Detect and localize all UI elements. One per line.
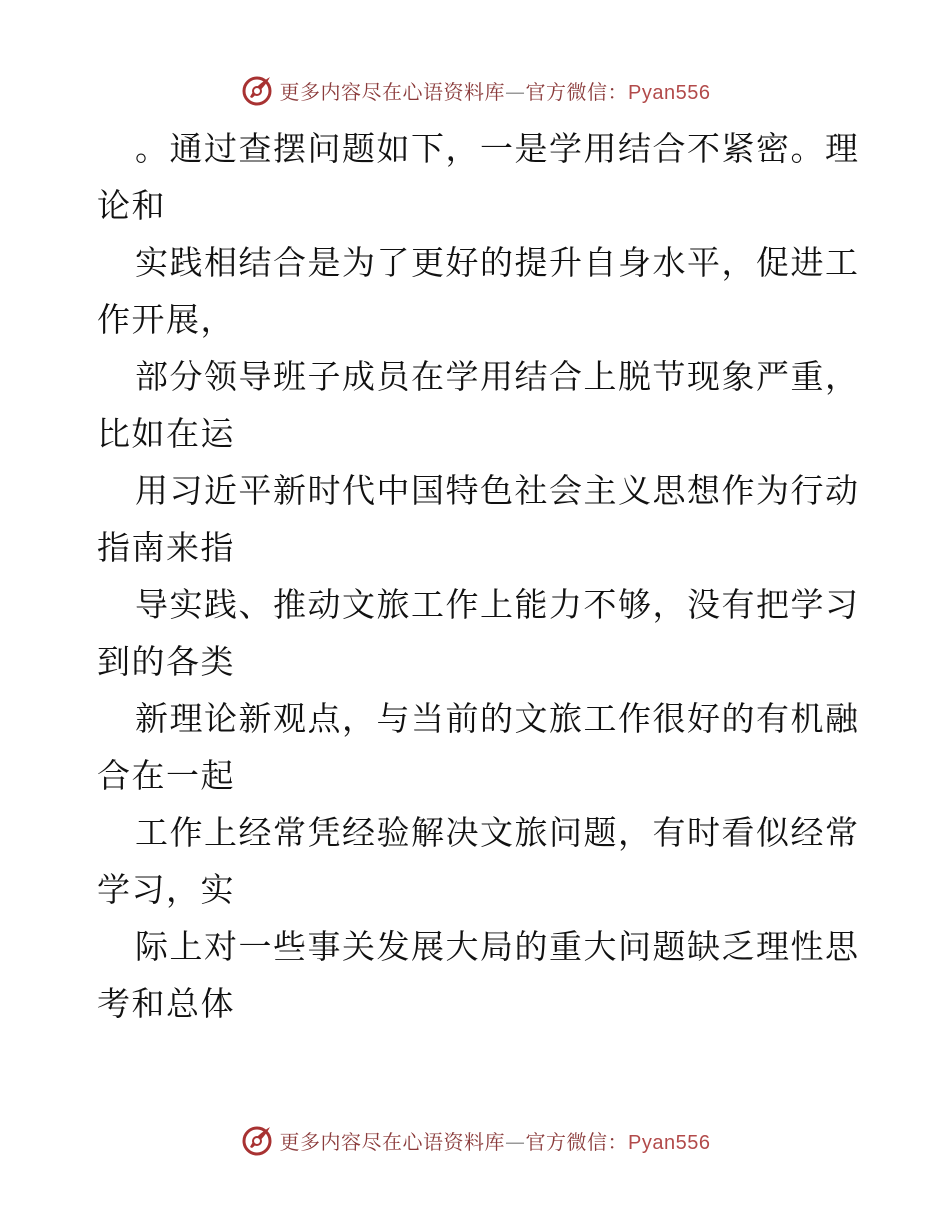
document-body (97, 120, 860, 1032)
footer-watermark-banner (0, 1120, 950, 1160)
body-line: 学习，实 (97, 870, 235, 909)
banner-wechat-label: 官方微信： (525, 79, 629, 104)
body-line: 实践相结合是为了更好的提升自身水平，促进工 (135, 243, 860, 282)
quill-logo-icon (240, 1123, 274, 1157)
body-line: 作开展， (97, 300, 235, 339)
banner-handle: Pyan556 (628, 1131, 711, 1154)
body-line: 到的各类 (97, 642, 235, 681)
body-line: 部分领导班子成员在学用结合上脱节现象严重， (135, 357, 860, 396)
banner-dash: — (505, 1129, 526, 1154)
body-line: 用习近平新时代中国特色社会主义思想作为行动 (135, 471, 860, 510)
body-line: 合在一起 (97, 756, 235, 795)
body-line: 导实践、推动文旅工作上能力不够，没有把学习 (135, 585, 860, 624)
header-watermark-banner (0, 70, 950, 110)
body-line: 际上对一些事关发展大局的重大问题缺乏理性思 (135, 927, 860, 966)
banner-wechat-label: 官方微信： (525, 1129, 629, 1154)
banner-handle: Pyan556 (628, 81, 711, 104)
banner-brand: 更多内容尽在心语资料库 (279, 79, 506, 104)
body-line: 比如在运 (97, 414, 235, 453)
banner-brand: 更多内容尽在心语资料库 (279, 1129, 506, 1154)
quill-logo-icon (240, 73, 274, 107)
body-line: 新理论新观点，与当前的文旅工作很好的有机融 (135, 699, 860, 738)
body-line: 。通过查摆问题如下，一是学用结合不紧密。理 (135, 129, 860, 168)
banner-text (280, 1126, 711, 1155)
body-line: 工作上经常凭经验解决文旅问题，有时看似经常 (135, 813, 860, 852)
banner-dash: — (505, 79, 526, 104)
banner-text (280, 76, 711, 105)
body-line: 指南来指 (97, 528, 235, 567)
body-line: 考和总体 (97, 984, 235, 1023)
body-line: 论和 (97, 186, 166, 225)
